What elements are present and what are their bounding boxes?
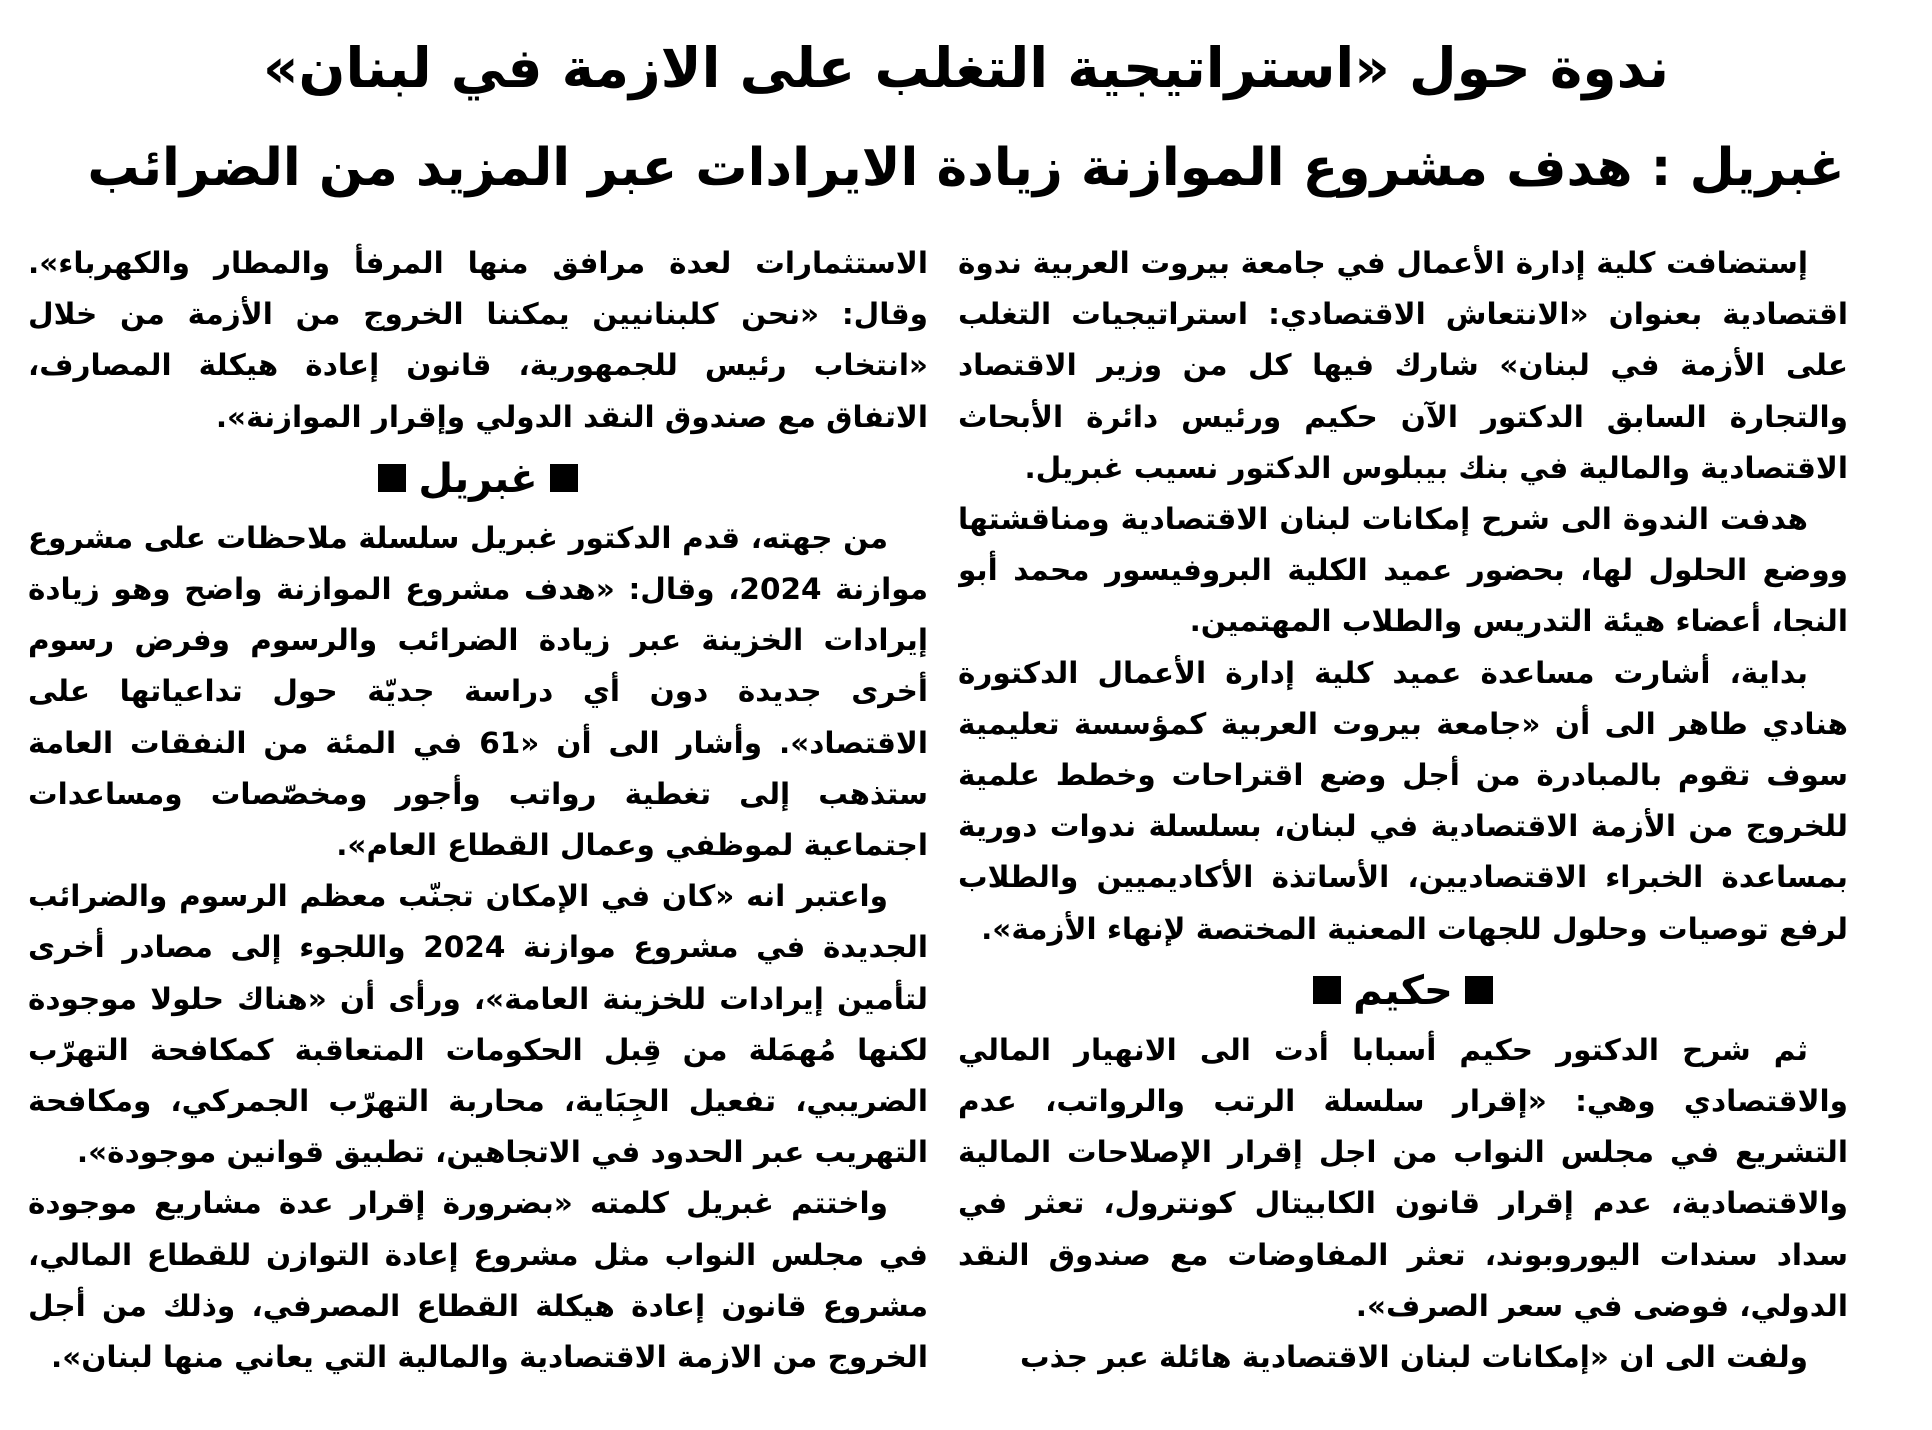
article-column-left bbox=[28, 238, 928, 1418]
paragraph-ghobril-budget: من جهته، قدم الدكتور غبريل سلسلة ملاحظات على مشروع موازنة 2024، وقال: «هدف مشروع الموازنة واضح وهو زيادة إيرادات الخزينة عبر زيادة الضرائب والرسوم وفرض رسوم أخرى جديدة دون أي دراسة جديّة حول تداعياتها على الاقتصاد». وأشار الى أن «61 في المئة من النفقات العامة ستذهب إلى تغطية رواتب وأجور ومخصّصات ومساعدات اجتماعية لموظفي وعمال القطاع العام». bbox=[28, 520, 928, 863]
headline-primary: ندوة حول «استراتيجية التغلب على الازمة في لبنان» bbox=[262, 36, 1670, 100]
square-bullet-icon bbox=[550, 464, 578, 492]
square-bullet-icon bbox=[378, 464, 406, 492]
paragraph-goal: هدفت الندوة الى شرح إمكانات لبنان الاقتصادية ومناقشتها ووضع الحلول لها، بحضور عميد الكلية البروفيسور محمد أبو النجا، أعضاء هيئة التدريس والطلاب المهتمين. bbox=[958, 502, 1848, 639]
square-bullet-icon bbox=[1465, 976, 1493, 1004]
paragraph-continuation: الاستثمارات لعدة مرافق منها المرفأ والمطار والكهرباء». وقال: «نحن كلبنانيين يمكننا الخروج من الأزمة من خلال «انتخاب رئيس للجمهورية، قانون إعادة هيكلة المصارف، الاتفاق مع صندوق النقد الدولي وإقرار الموازنة». bbox=[28, 246, 928, 434]
section-heading-label: حكيم bbox=[1353, 967, 1453, 1014]
square-bullet-icon bbox=[1313, 976, 1341, 1004]
headline-secondary: غبريل : هدف مشروع الموازنة زيادة الايرادات عبر المزيد من الضرائب bbox=[87, 138, 1845, 198]
section-heading-hakim bbox=[958, 961, 1848, 1021]
paragraph-hakim-potential: ولفت الى ان «إمكانات لبنان الاقتصادية هائلة عبر جذب bbox=[1020, 1340, 1808, 1375]
paragraph-hakim-causes: ثم شرح الدكتور حكيم أسبابا أدت الى الانهيار المالي والاقتصادي وهي: «إقرار سلسلة الرتب والرواتب، عدم التشريع في مجلس النواب من اجل إقرار الإصلاحات المالية والاقتصادية، عدم إقرار قانون الكابيتال كونترول، تعثر في سداد سندات اليوروبوند، تعثر المفاوضات مع صندوق النقد الدولي، فوضى في سعر الصرف». bbox=[958, 1032, 1848, 1323]
article-column-right bbox=[958, 238, 1848, 1418]
paragraph-ghobril-conclusion: واختتم غبريل كلمته «بضرورة إقرار عدة مشاريع موجودة في مجلس النواب مثل مشروع إعادة التوازن للقطاع المالي، مشروع قانون إعادة هيكلة القطاع المصرفي، وذلك من أجل الخروج من الازمة الاقتصادية والمالية التي يعاني منها لبنان». bbox=[28, 1186, 928, 1375]
paragraph-taher: بداية، أشارت مساعدة عميد كلية إدارة الأعمال الدكتورة هنادي طاهر الى أن «جامعة بيروت العربية كمؤسسة تعليمية سوف تقوم بالمبادرة من أجل وضع اقتراحات وخطط علمية للخروج من الأزمة الاقتصادية في لبنان، بسلسلة ندوات دورية بمساعدة الخبراء الاقتصاديين، الأساتذة الأكاديميين والطلاب لرفع توصيات وحلول للجهات المعنية المختصة لإنهاء الأزمة». bbox=[958, 655, 1848, 946]
section-heading-ghobril bbox=[28, 449, 928, 509]
paragraph-ghobril-alternatives: واعتبر انه «كان في الإمكان تجنّب معظم الرسوم والضرائب الجديدة في مشروع موازنة 2024 واللجوء إلى مصادر أخرى لتأمين إيرادات للخزينة العامة»، ورأى أن «هناك حلولا موجودة لكنها مُهمَلة من قِبل الحكومات المتعاقبة كمكافحة التهرّب الضريبي، تفعيل الجِبَاية، محاربة التهرّب الجمركي، ومكافحة التهريب عبر الحدود في الاتجاهين، تطبيق قوانين موجودة». bbox=[28, 879, 928, 1170]
section-heading-label: غبريل bbox=[418, 455, 538, 502]
paragraph-intro: إستضافت كلية إدارة الأعمال في جامعة بيروت العربية ندوة اقتصادية بعنوان «الانتعاش الاقتصادي: استراتيجيات التغلب على الأزمة في لبنان» شارك فيها كل من وزير الاقتصاد والتجارة السابق الدكتور الآن حكيم ورئيس دائرة الأبحاث الاقتصادية والمالية في بنك بيبلوس الدكتور نسيب غبريل. bbox=[958, 246, 1848, 485]
